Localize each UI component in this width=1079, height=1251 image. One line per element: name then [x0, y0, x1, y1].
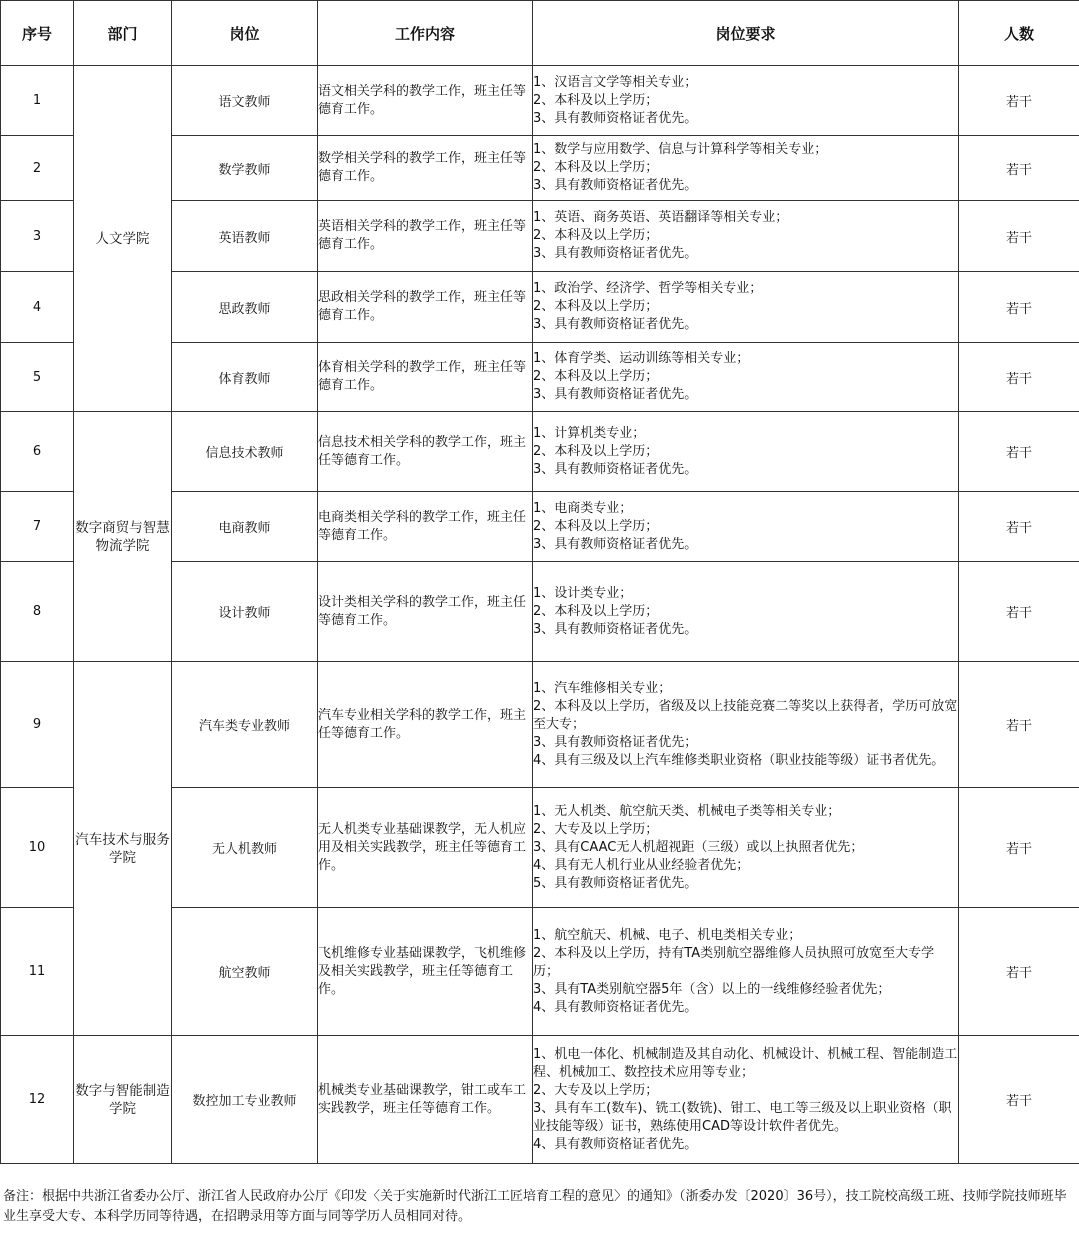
row-no: 3 [1, 201, 74, 272]
row-count: 若干 [959, 562, 1079, 662]
row-count: 若干 [959, 136, 1079, 201]
row-count: 若干 [959, 343, 1079, 412]
row-no: 6 [1, 412, 74, 492]
row-post: 体育教师 [172, 343, 318, 412]
row-content: 语文相关学科的教学工作，班主任等德育工作。 [318, 66, 533, 136]
req-line: 3、具有教师资格证者优先； [533, 734, 698, 750]
req-line: 2、本科及以上学历； [533, 92, 659, 108]
row-content: 飞机维修专业基础课教学，飞机维修及相关实践教学，班主任等德育工作。 [318, 908, 533, 1036]
row-no: 9 [1, 662, 74, 788]
row-count: 若干 [959, 788, 1079, 908]
footnote: 备注：根据中共浙江省委办公厅、浙江省人民政府办公厅《印发〈关于实施新时代浙江工匠培育工程的意见〉的通知》（浙委办发〔2020〕36号），技工院校高级工班、技师学院技师班毕业生享受大专、本科学历同等待遇，在招聘录用等方面与同等学历人员相同对待。 [3, 1189, 1067, 1224]
row-count: 若干 [959, 272, 1079, 343]
row-count: 若干 [959, 492, 1079, 562]
req-line: 4、具有三级及以上汽车维修类职业资格（职业技能等级）证书者优先。 [533, 752, 945, 768]
row-post: 思政教师 [172, 272, 318, 343]
dept-cell: 汽车技术与服务学院 [74, 662, 172, 1036]
header-requirements: 岗位要求 [533, 1, 959, 66]
row-post: 汽车类专业教师 [172, 662, 318, 788]
row-content: 无人机类专业基础课教学，无人机应用及相关实践教学，班主任等德育工作。 [318, 788, 533, 908]
row-count: 若干 [959, 201, 1079, 272]
req-line: 3、具有CAAC无人机超视距（三级）或以上执照者优先； [533, 839, 864, 855]
row-post: 语文教师 [172, 66, 318, 136]
table-row [1, 412, 1079, 492]
dept-cell: 数字商贸与智慧物流学院 [74, 412, 172, 662]
row-count: 若干 [959, 66, 1079, 136]
row-requirements [533, 201, 959, 272]
row-content: 设计类相关学科的教学工作，班主任等德育工作。 [318, 562, 533, 662]
table-row [1, 66, 1079, 136]
req-line: 3、具有教师资格证者优先。 [533, 536, 698, 552]
row-post: 设计教师 [172, 562, 318, 662]
req-line: 3、具有教师资格证者优先。 [533, 461, 698, 477]
row-requirements [533, 272, 959, 343]
req-line: 4、具有无人机行业从业经验者优先； [533, 857, 750, 873]
row-count: 若干 [959, 412, 1079, 492]
row-count: 若干 [959, 908, 1079, 1036]
row-no: 2 [1, 136, 74, 201]
row-requirements [533, 908, 959, 1036]
header-row [1, 1, 1079, 66]
req-line: 1、体育学类、运动训练等相关专业； [533, 351, 750, 366]
row-content: 机械类专业基础课教学，钳工或车工实践教学，班主任等德育工作。 [318, 1036, 533, 1164]
row-content: 数学相关学科的教学工作，班主任等德育工作。 [318, 136, 533, 201]
table-row [1, 1036, 1079, 1164]
req-line: 3、具有教师资格证者优先。 [533, 387, 698, 402]
req-line: 1、数学与应用数学、信息与计算科学等相关专业； [533, 142, 828, 157]
req-line: 3、具有车工(数车)、铣工(数铣)、钳工、电工等三级及以上职业资格（职业技能等级）证书，熟练使用CAD等设计软件者优先。 [533, 1100, 952, 1134]
req-line: 2、本科及以上学历； [533, 299, 659, 314]
row-post: 英语教师 [172, 201, 318, 272]
req-line: 4、具有教师资格证者优先。 [533, 1136, 698, 1152]
row-content: 思政相关学科的教学工作，班主任等德育工作。 [318, 272, 533, 343]
req-line: 1、英语、商务英语、英语翻译等相关专业； [533, 210, 789, 225]
row-no: 10 [1, 788, 74, 908]
table-row [1, 662, 1079, 788]
row-count: 若干 [959, 1036, 1079, 1164]
req-line: 3、具有TA类别航空器5年（含）以上的一线维修经验者优先； [533, 981, 891, 997]
req-line: 2、大专及以上学历； [533, 821, 659, 837]
row-requirements [533, 343, 959, 412]
req-line: 1、机电一体化、机械制造及其自动化、机械设计、机械工程、智能制造工程、机械加工、数控技术应用等专业； [533, 1046, 958, 1080]
row-requirements [533, 1036, 959, 1164]
req-line: 2、大专及以上学历； [533, 1082, 659, 1098]
req-line: 2、本科及以上学历； [533, 369, 659, 384]
req-line: 2、本科及以上学历； [533, 228, 659, 243]
row-no: 4 [1, 272, 74, 343]
row-post: 信息技术教师 [172, 412, 318, 492]
req-line: 1、汉语言文学等相关专业； [533, 74, 698, 90]
req-line: 1、计算机类专业； [533, 425, 646, 441]
req-line: 4、具有教师资格证者优先。 [533, 999, 698, 1015]
row-requirements [533, 136, 959, 201]
header-count: 人数 [959, 1, 1079, 66]
row-count: 若干 [959, 662, 1079, 788]
req-line: 1、无人机类、航空航天类、机械电子类等相关专业； [533, 803, 841, 819]
header-dept: 部门 [74, 1, 172, 66]
row-no: 8 [1, 562, 74, 662]
header-content: 工作内容 [318, 1, 533, 66]
req-line: 2、本科及以上学历，持有TA类别航空器维修人员执照可放宽至大专学历； [533, 945, 935, 979]
req-line: 3、具有教师资格证者优先。 [533, 110, 698, 126]
req-line: 2、本科及以上学历； [533, 443, 659, 459]
header-post: 岗位 [172, 1, 318, 66]
req-line: 2、本科及以上学历； [533, 160, 659, 175]
req-line: 1、汽车维修相关专业； [533, 680, 672, 696]
row-content: 电商类相关学科的教学工作，班主任等德育工作。 [318, 492, 533, 562]
row-post: 航空教师 [172, 908, 318, 1036]
req-line: 3、具有教师资格证者优先。 [533, 317, 698, 332]
row-no: 11 [1, 908, 74, 1036]
req-line: 2、本科及以上学历； [533, 603, 659, 619]
row-content: 汽车专业相关学科的教学工作，班主任等德育工作。 [318, 662, 533, 788]
row-post: 电商教师 [172, 492, 318, 562]
row-content: 信息技术相关学科的教学工作，班主任等德育工作。 [318, 412, 533, 492]
req-line: 3、具有教师资格证者优先。 [533, 621, 698, 637]
dept-cell: 人文学院 [74, 66, 172, 412]
header-no: 序号 [1, 1, 74, 66]
req-line: 3、具有教师资格证者优先。 [533, 246, 698, 261]
row-post: 无人机教师 [172, 788, 318, 908]
req-line: 1、电商类专业； [533, 500, 633, 516]
row-content: 体育相关学科的教学工作，班主任等德育工作。 [318, 343, 533, 412]
row-no: 7 [1, 492, 74, 562]
row-requirements [533, 66, 959, 136]
req-line: 2、本科及以上学历，省级及以上技能竞赛二等奖以上获得者，学历可放宽至大专； [533, 698, 958, 732]
req-line: 5、具有教师资格证者优先。 [533, 875, 698, 891]
req-line: 2、本科及以上学历； [533, 518, 659, 534]
req-line: 1、航空航天、机械、电子、机电类相关专业； [533, 927, 802, 943]
row-requirements [533, 788, 959, 908]
row-content: 英语相关学科的教学工作，班主任等德育工作。 [318, 201, 533, 272]
row-no: 12 [1, 1036, 74, 1164]
row-no: 5 [1, 343, 74, 412]
row-post: 数控加工专业教师 [172, 1036, 318, 1164]
row-post: 数学教师 [172, 136, 318, 201]
row-requirements [533, 412, 959, 492]
row-requirements [533, 562, 959, 662]
dept-cell: 数字与智能制造学院 [74, 1036, 172, 1164]
row-requirements [533, 662, 959, 788]
req-line: 1、政治学、经济学、哲学等相关专业； [533, 281, 763, 296]
req-line: 3、具有教师资格证者优先。 [533, 178, 698, 193]
row-requirements [533, 492, 959, 562]
row-no: 1 [1, 66, 74, 136]
req-line: 1、设计类专业； [533, 585, 633, 601]
